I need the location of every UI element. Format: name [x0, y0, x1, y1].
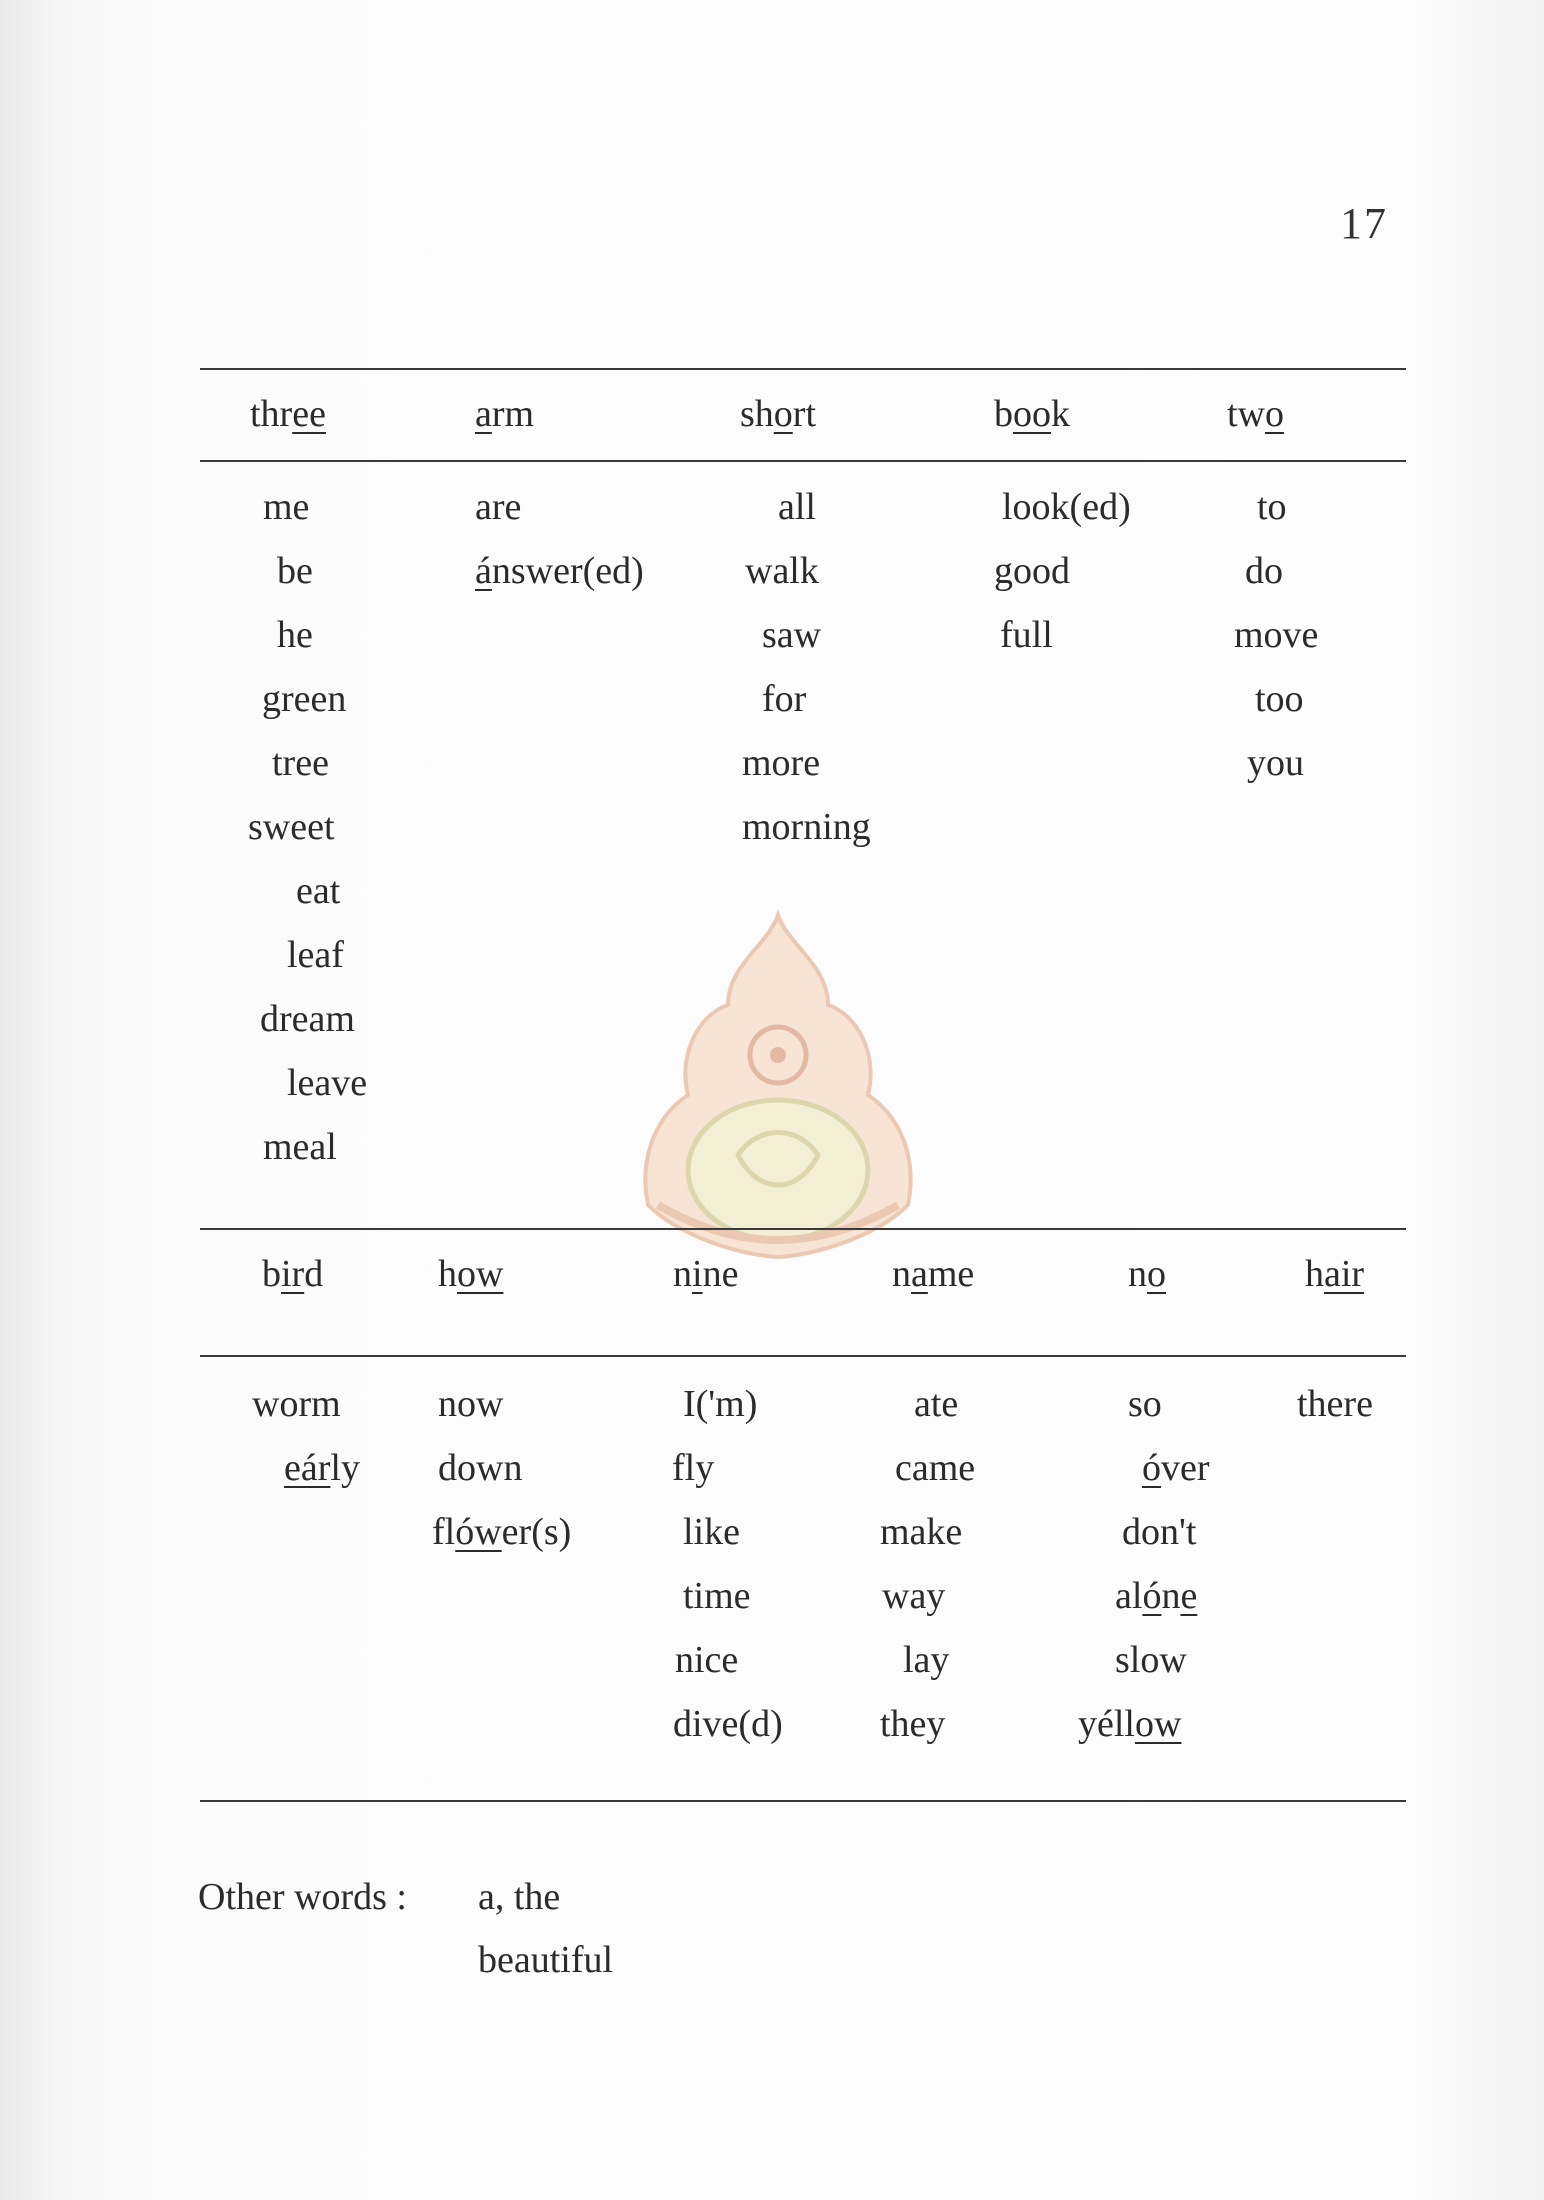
word: ate [914, 1383, 959, 1425]
word: are [475, 486, 522, 528]
table1-header-rule [200, 460, 1406, 462]
word: too [1255, 678, 1304, 720]
word: there [1297, 1383, 1373, 1425]
word: leaf [287, 934, 344, 976]
word: yéllow [1078, 1703, 1182, 1745]
word: dive(d) [673, 1703, 783, 1745]
word: flówer(s) [432, 1511, 572, 1553]
word: ánswer(ed) [475, 550, 644, 592]
table2-top-rule [200, 1228, 1406, 1230]
word: down [438, 1447, 523, 1489]
word: meal [263, 1126, 337, 1168]
word: good [994, 550, 1070, 592]
word: make [880, 1511, 963, 1553]
word: fly [672, 1447, 715, 1489]
page-number: 17 [1340, 199, 1388, 248]
table2-header-4: name [892, 1253, 975, 1295]
word: green [262, 678, 347, 720]
word: saw [762, 614, 822, 656]
word: they [880, 1703, 946, 1745]
word: came [895, 1447, 976, 1489]
word: I('m) [683, 1383, 758, 1425]
word: me [263, 486, 310, 528]
word: slow [1115, 1639, 1187, 1681]
word: like [683, 1511, 740, 1553]
word: tree [272, 742, 329, 784]
table2-header-3: nine [673, 1253, 739, 1295]
table1-top-rule [200, 368, 1406, 370]
word: more [742, 742, 821, 784]
word: for [762, 678, 807, 720]
word: lay [903, 1639, 950, 1681]
word: dream [260, 998, 355, 1040]
word: be [277, 550, 313, 592]
seal-watermark [618, 905, 938, 1265]
other-words-line1: a, the [478, 1876, 561, 1918]
word: he [277, 614, 313, 656]
word: way [882, 1575, 946, 1617]
word: you [1247, 742, 1304, 784]
word: now [438, 1383, 504, 1425]
table2-header-5: no [1128, 1253, 1166, 1295]
word: full [1000, 614, 1053, 656]
word: look(ed) [1002, 486, 1131, 528]
table1-header-5: two [1227, 393, 1284, 435]
table1-header-2: arm [475, 393, 535, 435]
table2-bottom-rule [200, 1800, 1406, 1802]
word: leave [287, 1062, 368, 1104]
word: sweet [248, 806, 335, 848]
table1-header-4: book [994, 393, 1070, 435]
word: worm [252, 1383, 341, 1425]
table2-header-6: hair [1305, 1253, 1365, 1295]
word: move [1234, 614, 1319, 656]
table2-header-rule [200, 1355, 1406, 1357]
word: walk [745, 550, 819, 592]
word: don't [1122, 1511, 1197, 1553]
word: nice [675, 1639, 739, 1681]
word: morning [742, 806, 871, 848]
other-words-line2: beautiful [478, 1939, 614, 1981]
word: do [1245, 550, 1283, 592]
word: óver [1142, 1447, 1210, 1489]
word: eárly [284, 1447, 360, 1489]
table1-header-3: short [740, 393, 817, 435]
word: alóne [1115, 1575, 1198, 1617]
table2-header-2: how [438, 1253, 504, 1295]
word: eat [296, 870, 341, 912]
word: all [778, 486, 816, 528]
other-words-label: Other words : [198, 1876, 407, 1918]
table2-header-1: bird [262, 1253, 324, 1295]
word: so [1128, 1383, 1162, 1425]
word: to [1257, 486, 1287, 528]
word: time [683, 1575, 751, 1617]
table1-header-1: three [250, 393, 326, 435]
